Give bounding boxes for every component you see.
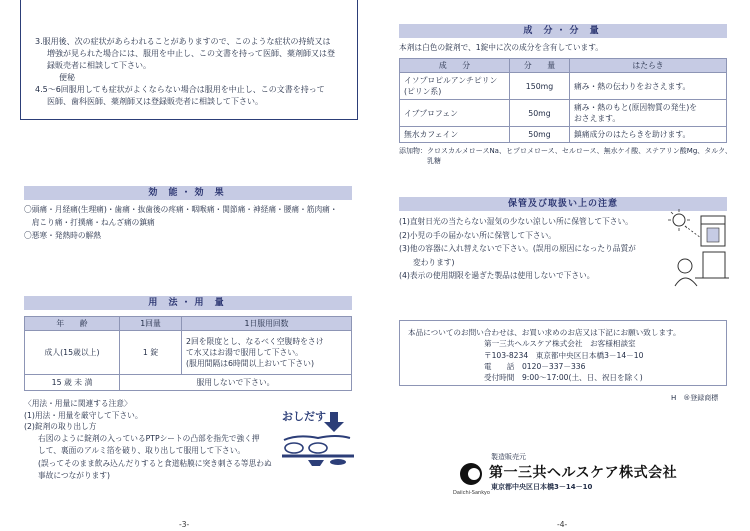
usage-header-frequency: 1日服用回数	[182, 317, 352, 331]
storage-illustration-icon	[665, 208, 731, 290]
ingredients-intro: 本剤は白色の錠剤で、1錠中に次の成分を含有しています。	[399, 43, 603, 52]
usage-age-child: 15 歳 未 満	[25, 375, 120, 391]
usage-dose-adult: 1 錠	[120, 331, 182, 375]
ingredients-title: 成 分・分 量	[399, 24, 727, 38]
page-number-right: -4-	[557, 520, 568, 529]
maker-label: 製造販売元	[491, 453, 526, 461]
company-name: 第一三共ヘルスケア株式会社	[489, 465, 678, 481]
usage-notes: 〈用法・用量に関連する注意〉 (1)用法・用量を厳守して下さい。 (2)錠剤の取り出し方 右図のように錠剤の入っているPTPシートの凸部を指先で強く押 して、裏面のアルミ箔を破り、取り出して服用して下さい。 (誤ってそのまま飲み込んだりすると食道粘膜に突き刺さる等思わぬ 事故につながります)	[24, 399, 272, 480]
ingredients-table	[399, 58, 727, 143]
ingredient-amount: 150mg	[510, 73, 570, 100]
symptom-constipation: 便秘	[59, 73, 75, 82]
storage-notes: (1)直射日光の当たらない湿気の少ない涼しい所に保管して下さい。 (2)小児の手の届かない所に保管して下さい。 (3)他の容器に入れ替えないで下さい。(誤用の原因になったり品質が 変わります) (4)表示の使用期限を過ぎた製品は使用しないで下さい。	[399, 217, 636, 280]
trademark-note: H ®登録商標	[671, 394, 719, 402]
ingredient-name: イブプロフェン	[400, 100, 510, 127]
warning-box	[20, 0, 358, 120]
ingredient-function: 鎮痛成分のはたらきを助けます。	[570, 127, 727, 143]
company-logo-block: Daiichi-Sankyo 製造販売元 第一三共ヘルスケア株式会社 東京都中央区日本橋3－14－10	[453, 453, 678, 496]
ingredients-header-function: はたらき	[570, 59, 727, 73]
usage-child-instruction: 服用しないで下さい。	[120, 375, 352, 391]
ingredient-function: 痛み・熱の伝わりをおさえます。	[570, 73, 727, 100]
usage-header-dose: 1回量	[120, 317, 182, 331]
ingredients-header-amount: 分 量	[510, 59, 570, 73]
ptp-sheet-icon	[278, 408, 358, 468]
ptp-push-illustration	[278, 408, 358, 468]
efficacy-title: 効 能・効 果	[24, 186, 352, 200]
usage-age-adult: 成人(15歳以上)	[25, 331, 120, 375]
right-page	[375, 0, 750, 531]
efficacy-text: 〇頭痛・月経痛(生理痛)・歯痛・抜歯後の疼痛・咽喉痛・関節痛・神経痛・腰痛・筋肉痛・ 肩こり痛・打撲痛・ねんざ痛の鎮痛 〇悪寒・発熱時の解熱	[24, 205, 338, 240]
page-number-left: -3-	[179, 520, 190, 529]
ingredient-amount: 50mg	[510, 100, 570, 127]
push-label: おしだす	[282, 410, 326, 423]
usage-frequency-adult: 2回を限度とし、なるべく空腹時をさけ て水又はお湯で服用して下さい。 (服用間隔は6時間以上おいて下さい)	[182, 331, 352, 375]
storage-title: 保管及び取扱い上の注意	[399, 197, 727, 211]
warning-item-4: 4.5～6回服用しても症状がよくならない場合は服用を中止し、この文書を持って 医師、歯科医師、薬剤師又は登録販売者に相談して下さい。	[35, 85, 325, 106]
ingredients-header-component: 成 分	[400, 59, 510, 73]
additives-text: 添加物：クロスカルメロースNa、ヒプロメロース、セルロース、無水ケイ酸、ステアリン酸Mg、タルク、 乳糖	[399, 147, 732, 165]
warning-item-3: 3.服用後、次の症状があらわれることがありますので、このような症状の持続又は 増強が見られた場合には、服用を中止し、この文書を持って医師、薬剤師又は登 録販売者に相談して下さい。 便秘	[35, 36, 349, 84]
ingredient-function: 痛み・熱のもと(原因物質の発生)を おさえます。	[570, 100, 727, 127]
ingredient-name: 無水カフェイン	[400, 127, 510, 143]
daiichi-sankyo-logo-icon	[459, 462, 483, 486]
usage-header-age: 年 齢	[25, 317, 120, 331]
ingredient-amount: 50mg	[510, 127, 570, 143]
ingredient-name: イソプロピルアンチピリン (ピリン系)	[400, 73, 510, 100]
contact-box: 本品についてのお問い合わせは、お買い求めのお店又は下記にお願い致します。 第一三共ヘルスケア株式会社 お客様相談室 〒103-8234 東京都中央区日本橋3－14－10 電 話 0120－337－336 受付時間 9:00～17:00(土、日、祝日を除く)	[399, 320, 727, 386]
contact-phone: 電 話 0120－337－336	[484, 361, 586, 371]
usage-table	[24, 316, 352, 391]
company-address: 東京都中央区日本橋3－14－10	[491, 483, 593, 491]
usage-title: 用 法・用 量	[24, 296, 352, 310]
contact-hours: 受付時間 9:00～17:00(土、日、祝日を除く)	[484, 373, 643, 383]
